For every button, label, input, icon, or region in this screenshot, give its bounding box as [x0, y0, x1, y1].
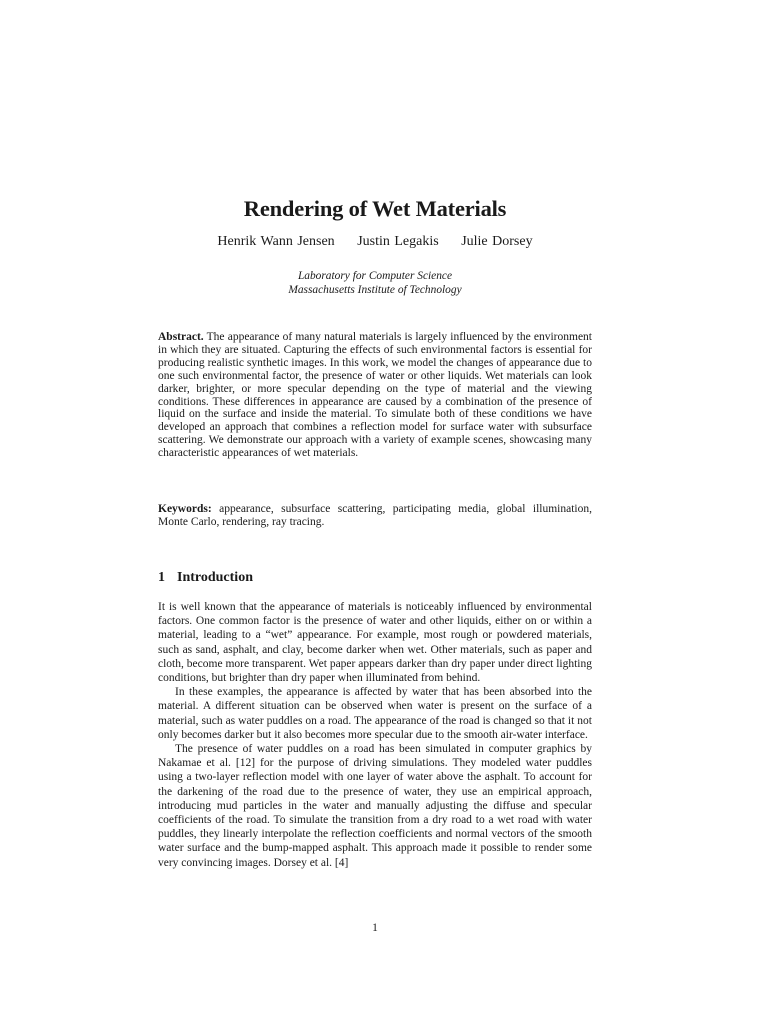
- section-body: [158, 600, 592, 870]
- section-number: 1: [158, 570, 165, 585]
- author-name: Henrik Wann Jensen: [217, 234, 335, 249]
- abstract-text: The appearance of many natural materials is largely influenced by the environment in which they are situated. Capturing the effects of such environmental factors is essential for producing realistic synthetic images. In this work, we model the changes of appearance due to one such environmental factor, the presence of water or other liquids. Wet materials can look darker, brighter, or more specular depending on the type of material and the viewing conditions. These differences in appearance are caused by a combination of the presence of liquid on the surface and inside the material. To simulate both of these conditions we have developed an approach that combines a reflection model for surface water with subsurface scattering. We demonstrate our approach with a variety of example scenes, showcasing many characteristic appearances of wet materials.: [158, 331, 593, 460]
- keywords: [158, 503, 592, 529]
- section-title: Introduction: [177, 570, 253, 585]
- abstract-label: Abstract.: [158, 331, 204, 343]
- paragraph: In these examples, the appearance is affected by water that has been absorbed into the material. A different situation can be observed when water is present on the surface of a material, such as water puddles on a road. The appearance of the road is changed so that it not only becomes darker but it also becomes more specular due to the smooth air-water interface.: [158, 686, 592, 741]
- author-name: Justin Legakis: [357, 234, 439, 249]
- affiliation: [0, 269, 750, 297]
- page-number: 1: [372, 922, 378, 934]
- section-heading: [158, 570, 253, 586]
- affiliation-institution: Massachusetts Institute of Technology: [288, 284, 462, 296]
- paper-title: Rendering of Wet Materials: [243, 196, 507, 221]
- author-name: Julie Dorsey: [461, 234, 533, 249]
- keywords-label: Keywords:: [158, 503, 212, 515]
- author-list: [0, 234, 750, 250]
- paragraph: The presence of water puddles on a road has been simulated in computer graphics by Nakamae et al. [12] for the purpose of driving simulations. They modeled water puddles using a two-layer reflection model with one layer of water above the asphalt. To account for the darkening of the road due to the presence of water, they use an empirical approach, introducing mud particles in the water and manually adjusting the diffuse and specular coefficients of the road. To simulate the transition from a dry road to a wet road with water puddles, they linearly interpolate the reflection coefficients and normal vectors of the smooth water surface and the bump-mapped asphalt. This approach made it possible to render some very convincing images. Dorsey et al. [4]: [158, 743, 592, 869]
- affiliation-lab: Laboratory for Computer Science: [297, 270, 453, 282]
- abstract: [158, 331, 592, 460]
- paragraph: It is well known that the appearance of materials is noticeably influenced by environmental factors. One common factor is the presence of water and other liquids, either on or within a material, leading to a “wet” appearance. For example, most rough or powdered materials, such as sand, asphalt, and clay, become darker when wet. Other materials, such as paper and cloth, become more transparent. Wet paper appears darker than dry paper under direct lighting conditions, but brighter than dry paper when illuminated from behind.: [158, 601, 592, 685]
- keywords-text: appearance, subsurface scattering, participating media, global illumination, Monte Carlo, rendering, ray tracing.: [158, 503, 592, 528]
